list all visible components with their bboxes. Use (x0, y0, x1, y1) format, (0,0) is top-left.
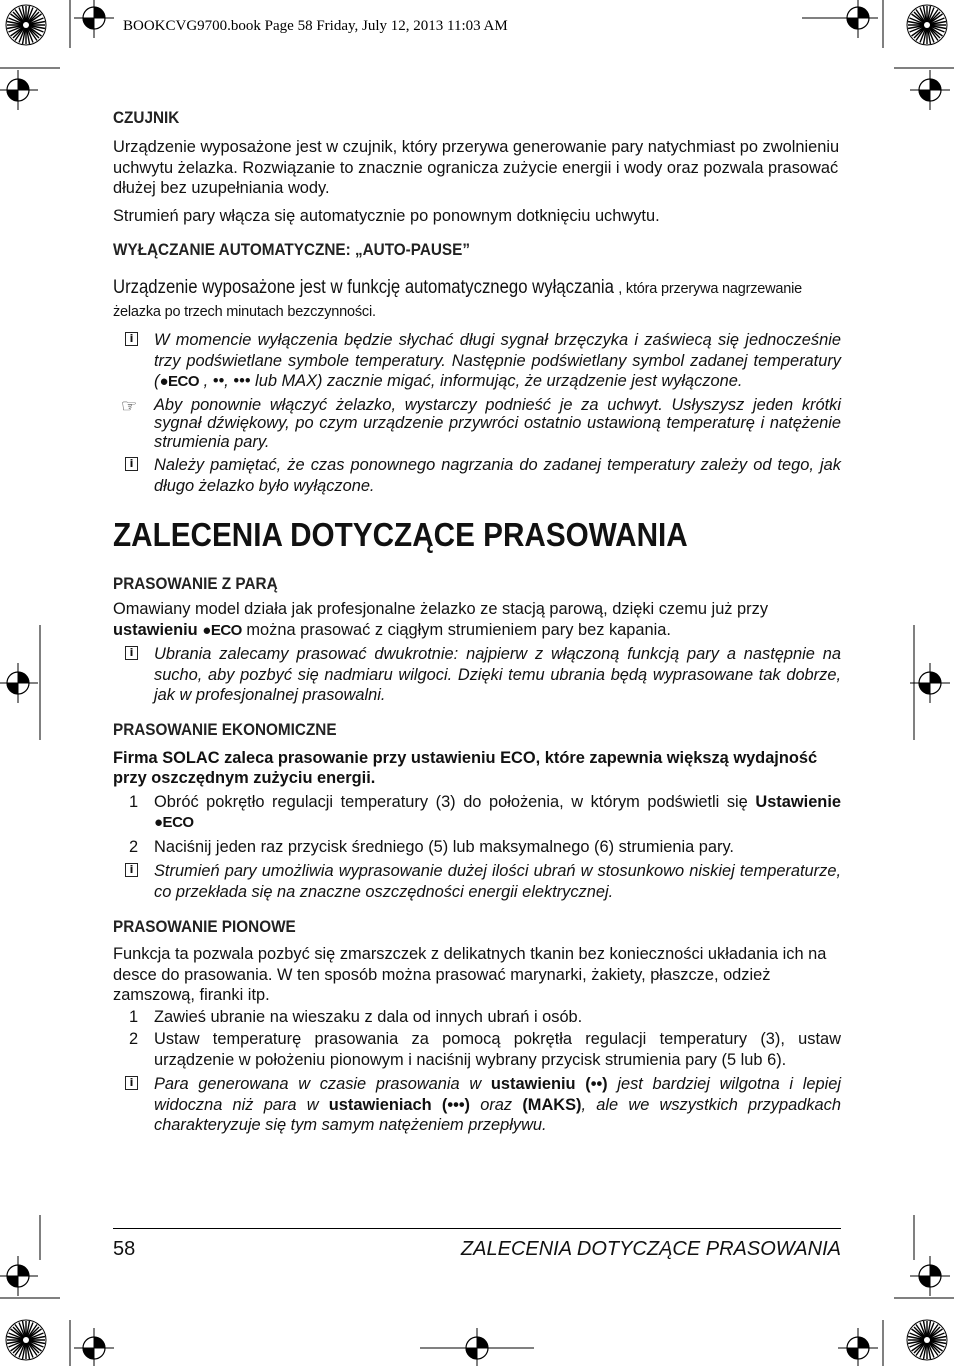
section-heading-vertical: PRASOWANIE PIONOWE (113, 917, 296, 936)
eco-symbol: ●ECO (159, 373, 200, 390)
auto-pause-lead (113, 277, 841, 323)
tip-note-restart: ☞ Aby ponownie włączyć żelazko, wystarczy podnieść je za uchwyt. Usłyszysz jeden krótki sygnał dźwiękowy, po czym urządzenie przywróci ostatnio ustawioną temperaturę i natężenie strumienia pary. (121, 395, 841, 451)
eco-symbol: ●ECO (202, 621, 242, 639)
eco-step-2: 2 Naciśnij jeden raz przycisk średniego (5) lub maksymalnego (6) strumienia pary. (129, 837, 734, 856)
vertical-step-2: 2 Ustaw temperaturę prasowania za pomocą pokrętła regulacji temperatury (3), ustaw urządzenie w położeniu pionowym i naciśnij wybrany przycisk strumienia pary (5 lub 6). (129, 1030, 841, 1069)
czujnik-paragraph-2: Strumień pary włącza się automatycznie po ponownym dotknięciu uchwytu. (113, 206, 660, 225)
vertical-step-1: 1 Zawieś ubranie na wieszaku z dala od innych ubrań i osób. (129, 1007, 583, 1026)
chapter-title: ZALECENIA DOTYCZĄCE PRASOWANIA (113, 516, 688, 553)
info-icon: i (125, 457, 138, 471)
section-heading-czujnik: CZUJNIK (113, 108, 180, 127)
auto-pause-lead-small: , która przerywa nagrzewanie żelazka po trzech minutach bezczynności. (113, 281, 803, 320)
info-note-steam: i Ubrania zalecamy prasować dwukrotnie: najpierw z włączoną funkcją pary a następnie na sucho, aby pozbyć się nadmiaru wilgoci. Dzięki temu ubrania będą wyprasowane tak dobrze, jak w profesjonalnej prasowalni. (113, 644, 841, 706)
page-content (113, 108, 841, 1136)
info-icon: i (125, 646, 138, 660)
pointing-hand-icon: ☞ (121, 395, 138, 416)
info-note-reheat: i Należy pamiętać, że czas ponownego nagrzania do zadanej temperatury zależy od tego, jak długo żelazko było wyłączone. (113, 455, 841, 496)
vertical-paragraph: Funkcja ta pozwala pozbyć się zmarszczek z delikatnych tkanin bez konieczności układania ich na desce do prasowania. W ten sposób można prasować marynarki, żakiety, płaszcze, odzież zamszową, firanki itp. (113, 945, 827, 1004)
eco-recommendation: Firma SOLAC zaleca prasowanie przy ustawieniu ECO, które zapewnia większą wydajność przy oszczędnym zużyciu energii. (113, 748, 818, 787)
running-footer-title: ZALECENIA DOTYCZĄCE PRASOWANIA (460, 1238, 841, 1260)
info-note-eco: i Strumień pary umożliwia wyprasowanie dużej ilości ubrań w stosunkowo niskiej temperaturze, co przekłada się na znaczne oszczędności energii elektrycznej. (113, 861, 841, 902)
print-header: BOOKCVG9700.book Page 58 Friday, July 12, 2013 11:03 AM (123, 18, 508, 34)
auto-pause-lead-large: Urządzenie wyposażone jest w funkcję automatycznego wyłączania (113, 277, 614, 298)
czujnik-paragraph-1: Urządzenie wyposażone jest w czujnik, który przerywa generowanie pary natychmiast po zwolnieniu uchwytu żelazka. Rozwiązanie to znacznie ogranicza zużycie energii i wody oraz pozwala prasować dłużej bez uzupełniania wody. (113, 138, 840, 197)
info-icon: i (125, 1076, 138, 1090)
section-heading-auto-pause: WYŁĄCZANIE AUTOMATYCZNE: „AUTO-PAUSE” (113, 240, 470, 259)
info-note-vertical: i Para generowana w czasie prasowania w ustawieniu (••) jest bardziej wilgotna i lepiej widoczna niż para w ustawieniach (•••) oraz (MAKS), ale we wszystkich przypadkach charakteryzuje się tym samym natężeniem przepływu. (113, 1074, 841, 1136)
info-icon: i (125, 332, 138, 346)
section-heading-steam: PRASOWANIE Z PARĄ (113, 574, 278, 593)
page-number: 58 (113, 1238, 136, 1260)
eco-symbol: ●ECO (154, 814, 194, 831)
info-note-auto-pause: i W momencie wyłączenia będzie słychać długi sygnał brzęczyka i zaświecą się jednocześnie trzy podświetlane symbole temperatury. Następnie podświetlany symbol zadanej temperatury (●ECO , ••, ••• lub MAX) zacznie migać, informując, że urządzenie jest wyłączone. (113, 330, 841, 393)
steam-paragraph: Omawiany model działa jak profesjonalne żelazko ze stacją parową, dzięki czemu już przy ustawieniu ●ECO można prasować z ciągłym strumieniem pary bez kapania. (113, 600, 769, 639)
section-heading-eco: PRASOWANIE EKONOMICZNE (113, 719, 337, 739)
footer-rule (113, 1228, 841, 1229)
eco-step-1: 1 Obróć pokrętło regulacji temperatury (3) do położenia, w którym podświetli się Ustawienie ●ECO (129, 792, 841, 831)
info-icon: i (125, 863, 138, 877)
